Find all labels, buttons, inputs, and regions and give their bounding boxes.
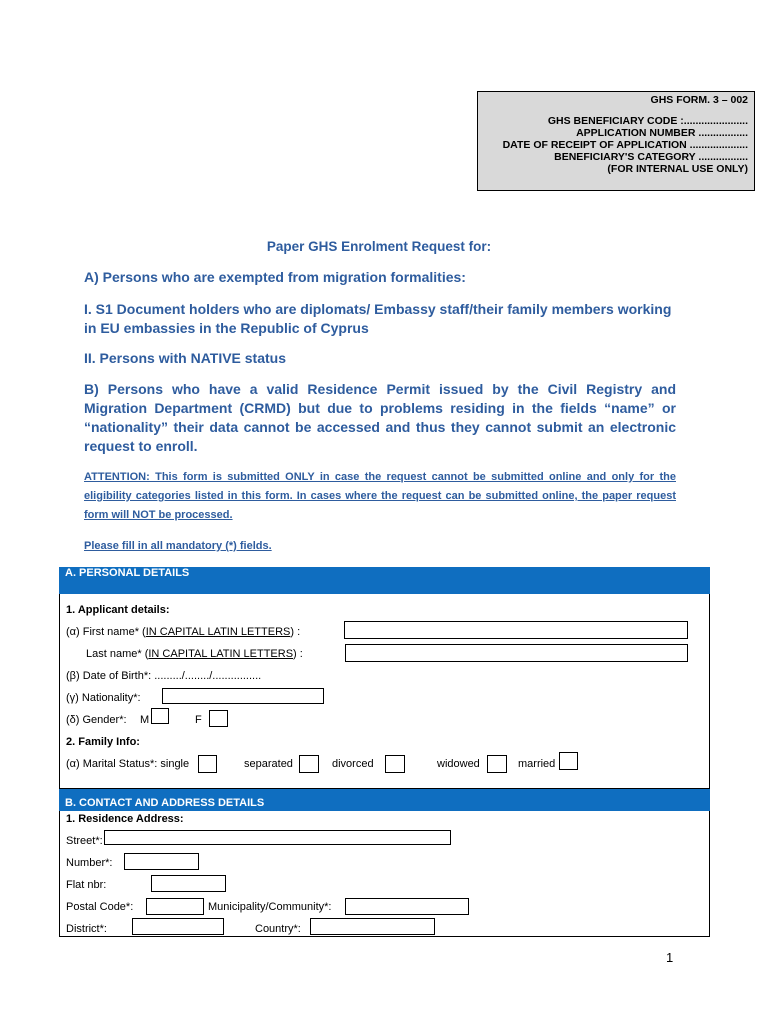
marital-divorced-label: divorced (332, 758, 374, 770)
last-name-label: Last name* (IN CAPITAL LATIN LETTERS) : (86, 648, 303, 660)
family-info-label: 2. Family Info: (66, 736, 140, 748)
gender-f-label: F (195, 714, 202, 726)
applicant-details-label: 1. Applicant details: (66, 604, 170, 616)
street-field[interactable] (104, 830, 451, 845)
internal-use-box (477, 91, 755, 191)
first-name-field[interactable] (344, 621, 688, 639)
residence-address-label: 1. Residence Address: (66, 813, 184, 825)
marital-married-label: married (518, 758, 556, 770)
mandatory-note: Please fill in all mandatory (*) fields. (84, 540, 272, 552)
number-field[interactable] (124, 853, 199, 870)
municipality-field[interactable] (345, 898, 469, 915)
beneficiary-category: BENEFICIARY'S CATEGORY ................. (554, 151, 748, 163)
marital-status-label: (α) Marital Status*: single (66, 758, 190, 770)
postal-code-field[interactable] (146, 898, 204, 915)
section-a-heading: A) Persons who are exempted from migration formalities: (84, 269, 466, 285)
marital-single-checkbox[interactable] (198, 755, 217, 773)
gender-label: (δ) Gender*: (66, 714, 127, 726)
attention-notice: ATTENTION: This form is submitted ONLY in case the request cannot be submitted online and only for the eligibility categories listed in this form. In cases where the request can be submitted online, the paper request form will NOT be processed. (84, 471, 676, 521)
application-number: APPLICATION NUMBER ................. (576, 127, 748, 139)
page-number: 1 (666, 950, 674, 965)
flat-label: Flat nbr: (66, 879, 107, 891)
item-i-heading: I. S1 Document holders who are diplomats/ Embassy staff/their family members working in EU embassies in the Republic of Cyprus (84, 301, 672, 336)
nationality-label: (γ) Nationality*: (66, 692, 141, 704)
beneficiary-code: GHS BENEFICIARY CODE :...................... (547, 115, 748, 127)
marital-married-checkbox[interactable] (559, 752, 578, 770)
date-of-receipt: DATE OF RECEIPT OF APPLICATION .................... (502, 139, 748, 151)
section-b-heading: B) Persons who have a valid Residence Permit issued by the Civil Registry and Migration Department (CRMD) but due to problems residing in the fields “name” or “nationality” their data cannot be accessed and thus they cannot submit an electronic request to enroll. (84, 381, 676, 454)
district-field[interactable] (132, 918, 224, 935)
district-label: District*: (66, 923, 107, 935)
last-name-field[interactable] (345, 644, 688, 662)
gender-m-label: M (140, 714, 150, 726)
form-code: GHS FORM. 3 – 002 (650, 94, 748, 106)
country-field[interactable] (310, 918, 435, 935)
date-of-birth-label[interactable]: (β) Date of Birth*: ........./......../................ (66, 670, 262, 682)
municipality-label: Municipality/Community*: (208, 901, 332, 913)
marital-separated-checkbox[interactable] (299, 755, 319, 773)
item-ii-heading: II. Persons with NATIVE status (84, 350, 287, 366)
marital-divorced-checkbox[interactable] (385, 755, 405, 773)
first-name-label: (α) First name* (IN CAPITAL LATIN LETTERS) : (66, 626, 301, 638)
page-title: Paper GHS Enrolment Request for: (266, 239, 492, 254)
marital-separated-label: separated (244, 758, 293, 770)
contact-details-header: B. CONTACT AND ADDRESS DETAILS (59, 789, 710, 811)
marital-widowed-checkbox[interactable] (487, 755, 507, 773)
nationality-field[interactable] (162, 688, 324, 704)
postal-code-label: Postal Code*: (66, 901, 134, 913)
gender-f-checkbox[interactable] (209, 710, 228, 727)
street-label: Street*: (66, 835, 103, 847)
flat-field[interactable] (151, 875, 226, 892)
number-label: Number*: (66, 857, 113, 869)
marital-widowed-label: widowed (437, 758, 480, 770)
internal-use-note: (FOR INTERNAL USE ONLY) (607, 163, 748, 175)
gender-m-checkbox[interactable] (151, 708, 169, 724)
country-label: Country*: (255, 923, 301, 935)
personal-details-header: A. PERSONAL DETAILS (59, 567, 710, 594)
